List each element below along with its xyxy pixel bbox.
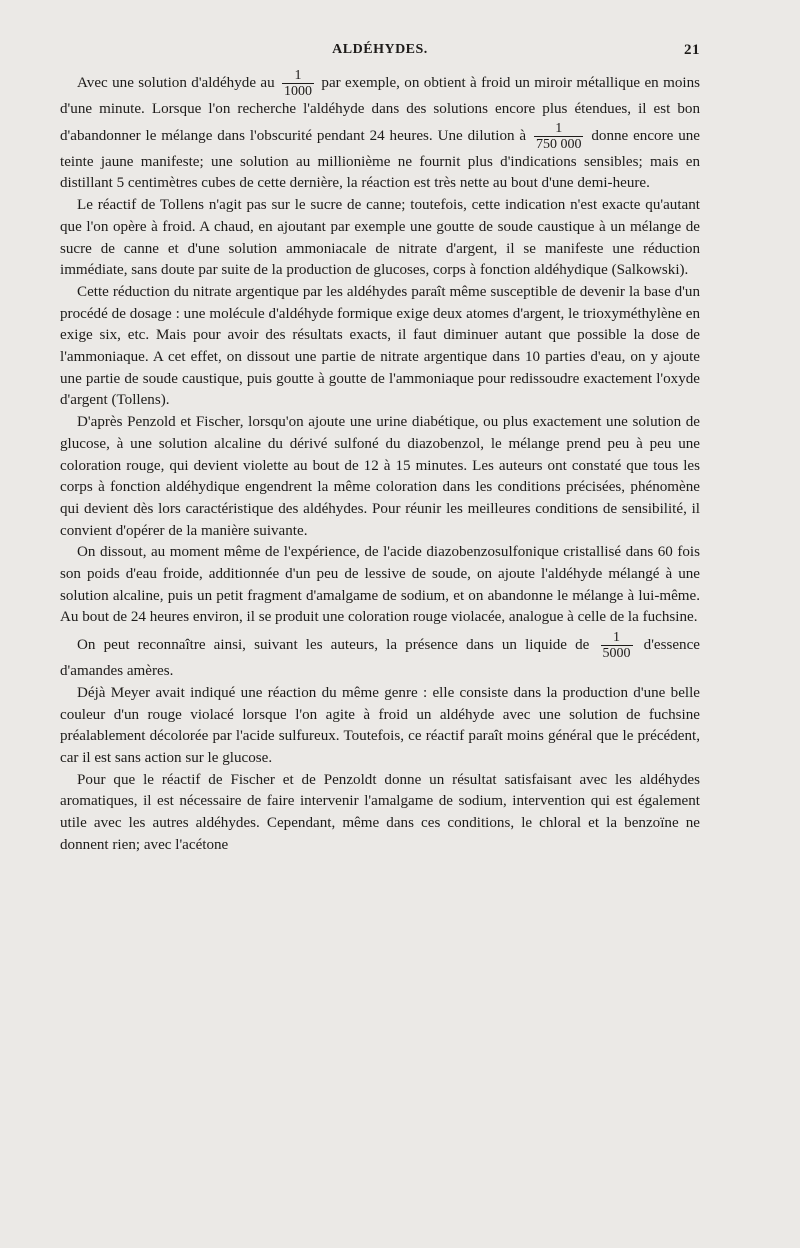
running-title: ALDÉHYDES. [332, 42, 428, 57]
fraction-numerator: 1 [294, 68, 302, 83]
paragraph-5: On dissout, au moment même de l'expérience, de l'acide diazobenzosulfonique cristallisé dans 60 fois son poids d'eau froide, additionnée d'un peu de lessive de soude, on ajoute l'aldéhyde mélangé à une solution alcaline, puis un petit fragment d'amalgame de sodium, et on abandonne le mélange à lui-même. Au bout de 24 heures environ, il se produit une coloration rouge violacée, analogue à celle de la fuchsine. [60, 544, 700, 626]
paragraph-1-text-b: par exemple, on obtient à froid un miroir métallique en moins d'une minute. Lorsque l'on recherche l'aldéhyde dans des solutions encore plus étendues, il est bon d'abandonner le mélange dans l'obscurité pendant 24 heures. Une dilution à [60, 74, 700, 144]
fraction-numerator: 1 [613, 630, 621, 646]
fraction-1-5000 [601, 630, 633, 661]
fraction-denominator: 750 000 [535, 136, 582, 152]
paragraph-8: Pour que le réactif de Fischer et de Penzoldt donne un résultat satisfaisant avec les aldéhydes aromatiques, il est nécessaire de faire intervenir l'amalgame de sodium, intervention qui est également utile avec les autres aldéhydes. Cependant, même dans ces conditions, le chloral et la benzoïne ne donnent rien; avec l'acétone [60, 771, 700, 853]
paragraph-1-text-c: donne encore une teinte jaune manifeste; une solution au millionième ne fournit plus d'indications sensibles; mais en distillant 5 centimètres cubes de cette dernière, la réaction est très nette au bout d'une demi-heure. [60, 127, 700, 192]
fraction-1-750000 [534, 121, 584, 152]
fraction-denominator: 1000 [284, 84, 313, 99]
paragraph-1 [60, 68, 700, 195]
paragraph-3: Cette réduction du nitrate argentique par les aldéhydes paraît même susceptible de devenir la base d'un procédé de dosage : une molécule d'aldéhyde formique exige deux atomes d'argent, le trioxyméthylène en exige six, etc. Mais pour avoir des résultats exacts, il faut diminuer autant que possible la dose de l'ammoniaque. A cet effet, on dissout une partie de nitrate argentique dans 10 parties d'eau, on y ajoute une partie de soude caustique, puis goutte à goutte de l'ammoniaque pour redissoudre exactement l'oxyde d'argent (Tollens). [60, 283, 700, 409]
paragraph-4: D'après Penzold et Fischer, lorsqu'on ajoute une urine diabétique, ou plus exactement une solution de glucose, à une solution alcaline du dérivé sulfoné du diazobenzol, le mélange prend peu à peu une coloration rouge, qui devient violette au bout de 12 à 15 minutes. Les auteurs ont constaté que tous les corps à fonction aldéhydique engendrent la même coloration dans les conditions précisées, phénomène qui devient dès lors caractéristique des aldéhydes. Pour réunir les meilleures conditions de sensibilité, il convient d'opérer de la manière suivante. [60, 414, 700, 539]
paragraph-6 [60, 630, 700, 683]
fraction-numerator: 1 [555, 120, 563, 136]
page-header [60, 42, 700, 62]
paragraph-6-text-b: d'essence d'amandes amères. [60, 637, 700, 680]
page-body [60, 68, 700, 857]
paragraph-1-text-a: Avec une solution d'aldéhyde au [77, 74, 275, 91]
paragraph-2: Le réactif de Tollens n'agit pas sur le sucre de canne; toutefois, cette indication n'est exacte qu'autant que l'on opère à froid. A chaud, en ajoutant par exemple une goutte de soude caustique à un mélange de sucre de canne et d'une solution ammoniacale de nitrate d'argent, il se manifeste une réduction immédiate, sans doute par suite de la production de glucoses, corps à fonction aldéhydique (Salkowski). [60, 197, 700, 279]
paragraph-7: Déjà Meyer avait indiqué une réaction du même genre : elle consiste dans la production d'une belle couleur d'un rouge violacé lorsque l'on agite à froid un aldéhyde avec une solution de fuchsine préalablement décolorée par l'acide sulfureux. Toutefois, ce réactif paraît moins général que le précédent, car il est sans action sur le glucose. [60, 684, 700, 766]
fraction-denominator: 5000 [602, 646, 631, 662]
fraction-1-1000 [282, 68, 314, 99]
page-number: 21 [684, 42, 700, 58]
paragraph-6-text-a: On peut reconnaître ainsi, suivant les auteurs, la présence dans un liquide de [77, 637, 590, 654]
